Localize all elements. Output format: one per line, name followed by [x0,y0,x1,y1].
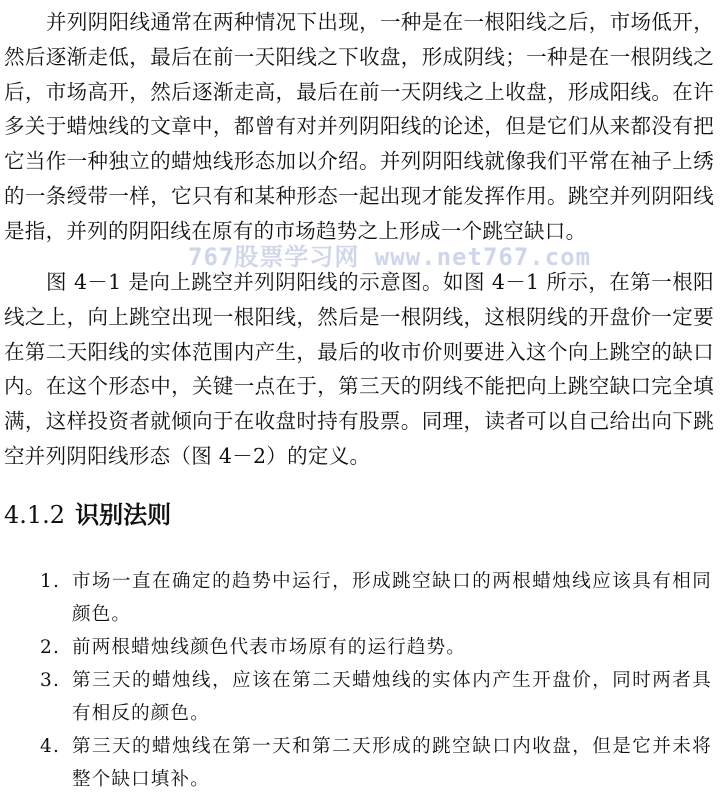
rule-number: 1. [40,571,61,592]
body-paragraph-1: 并列阴阳线通常在两种情况下出现，一种是在一根阳线之后，市场低开，然后逐渐走低，最后在前一天阳线之下收盘，形成阴线；一种是在一根阴线之后，市场高开，然后逐渐走高，最后在前一天阴线之上收盘，形成阳线。在许多关于蜡烛线的文章中，都曾有对并列阴阳线的论述，但是它们从来都没有把它当作一种独立的蜡烛线形态加以介绍。并列阴阳线就像我们平常在袖子上绣的一条绶带一样，它只有和某种形态一起出现才能发挥作用。跳空并列阴阳线是指，并列的阴阳线在原有的市场趋势之上形成一个跳空缺口。 [4,10,714,243]
section-number: 4.1.2 [4,501,66,529]
rule-item [40,565,712,631]
rule-text: 前两根蜡烛线颜色代表市场原有的运行趋势。 [72,637,467,658]
rule-text: 市场一直在确定的趋势中运行，形成跳空缺口的两根蜡烛线应该具有相同颜色。 [72,571,712,625]
rules-list [40,565,712,796]
rule-text: 第三天的蜡烛线在第一天和第二天形成的跳空缺口内收盘，但是它并未将整个缺口填补。 [72,736,712,790]
rule-item [40,664,712,730]
rule-number: 4. [40,736,61,757]
rule-number: 2. [40,637,61,658]
watermark: 767股票学习网 www.net767.com [188,243,592,271]
rule-item [40,730,712,796]
body-paragraph-2: 图 4－1 是向上跳空并列阴阳线的示意图。如图 4－1 所示，在第一根阳线之上，向上跳空出现一根阳线，然后是一根阴线，这根阴线的开盘价一定要在第二天阳线的实体范围内产生，最后的收市价则要进入这个向上跳空的缺口内。在这个形态中，关键一点在于，第三天的阴线不能把向上跳空缺口完全填满，这样投资者就倾向于在收盘时持有股票。同理，读者可以自己给出向下跳空并列阴阳线形态（图 4－2）的定义。 [4,270,714,468]
section-title: 识别法则 [75,501,172,529]
rule-text: 第三天的蜡烛线，应该在第二天蜡烛线的实体内产生开盘价，同时两者具有相反的颜色。 [72,670,712,724]
rule-number: 3. [40,670,61,691]
rule-item [40,631,712,664]
section-heading [4,499,171,531]
